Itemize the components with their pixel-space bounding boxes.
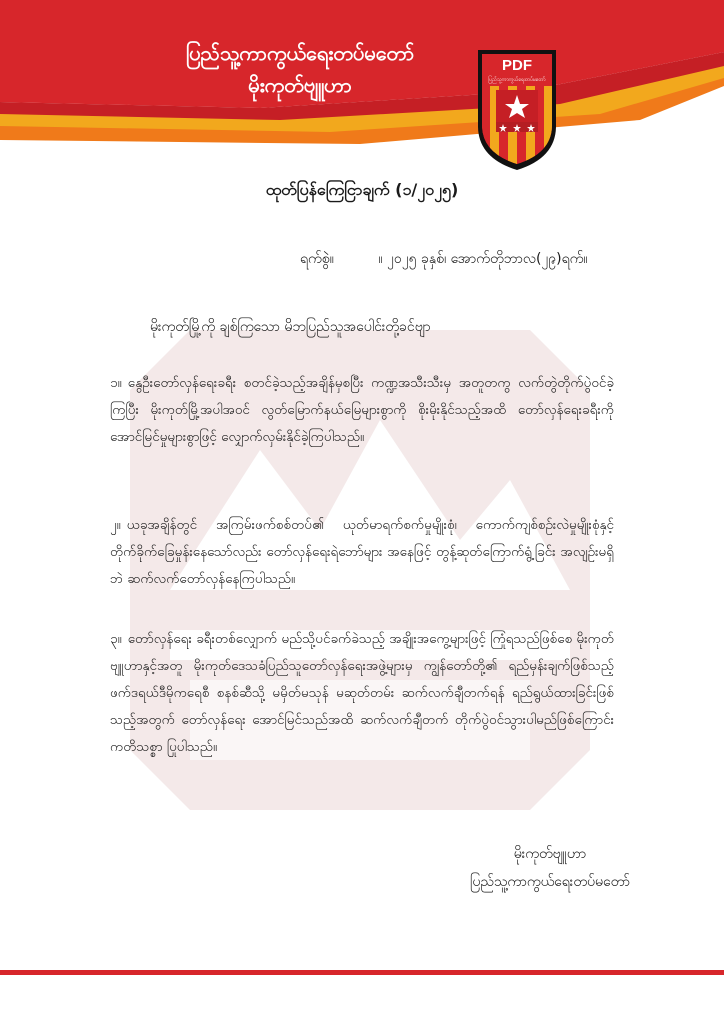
paragraph-number: ၃။ — [110, 631, 122, 647]
paragraph-1 — [110, 370, 614, 451]
org-name-line2: မိုးကုတ်ဗျူဟာ — [248, 73, 352, 97]
emblem-subtitle: ပြည်သူ့ကာကွယ်ရေးတပ်မတော် — [488, 77, 546, 83]
paragraph-3 — [110, 626, 614, 761]
pdf-shield-emblem-icon — [476, 48, 558, 172]
org-name-line1: ပြည်သူ့ကာကွယ်ရေးတပ်မတော် — [185, 41, 415, 65]
signature-line2: ပြည်သူ့ကာကွယ်ရေးတပ်မတော် — [470, 874, 630, 890]
footer-rule — [0, 970, 724, 975]
date-label: ရက်စွဲ။ — [300, 251, 334, 267]
emblem-abbr: PDF — [502, 57, 532, 74]
paragraph-2 — [110, 512, 614, 593]
paragraph-number: ၂။ — [110, 517, 121, 533]
date-line — [300, 248, 588, 270]
paragraph-number: ၁။ — [110, 375, 122, 391]
signature-line1: မိုးကုတ်ဗျူဟာ — [513, 846, 587, 862]
salutation: မိုးကုတ်မြို့ကို ချစ်ကြသော မိဘပြည်သူအပေါင်းတို့ခင်ဗျာ — [150, 319, 431, 335]
paragraph-text: တော်လှန်ရေး ခရီးတစ်လျှောက် မည်သို့ပင်ခက်ခဲသည့် အချိုးအကွေ့များဖြင့် ကြုံရသည်ဖြစ်စေ မိုးကုတ်ဗျူဟာနှင့်အတူ မိုးကုတ်ဒေသခံပြည်သူတော်လှန်ရေးအဖွဲ့များမှ ကျွန်တော်တို့၏ ရည်မှန်းချက်ဖြစ်သည့် ဖက်ဒရယ်ဒီမိုကရေစီ စနစ်ဆီသို့ မမှိတ်မသုန် မဆုတ်တမ်း ဆက်လက်ချီတက်ရန် ရည်ရွယ်ထားခြင်းဖြစ်သည့်အတွက် တော်လှန်ရေး အောင်မြင်သည်အထိ ဆက်လက်ချီတက် တိုက်ပွဲဝင်သွားပါမည်ဖြစ်ကြောင်း ကတိသစ္စာ ပြုပါသည်။ — [110, 631, 614, 755]
document-title: ထုတ်ပြန်ကြေငြာချက် (၁/၂၀၂၅) — [265, 180, 459, 199]
paragraph-text: နွေဦးတော်လှန်ရေးခရီး စတင်ခဲ့သည့်အချိန်မှစပြီး ကဏ္ဍအသီးသီးမှ အတူတကွ လက်တွဲတိုက်ပွဲဝင်ခဲ့ကြပြီး မိုးကုတ်မြို့အပါအဝင် လွတ်မြောက်နယ်မြေများစွာကို စိုးမိုးနိုင်သည့်အထိ တော်လှန်ရေးခရီးကို အောင်မြင်မှုများစွာဖြင့် လျှောက်လှမ်းနိုင်ခဲ့ကြပါသည်။ — [110, 375, 614, 445]
paragraph-text: ယခုအချိန်တွင် အကြမ်းဖက်စစ်တပ်၏ ယုတ်မာရက်စက်မှုမျိုးစုံ၊ ကောက်ကျစ်စဉ်းလဲမှုမျိုးစုံနှင့် တိုက်ခိုက်ခြေမှုန်းနေသော်လည်း တော်လှန်ရေးရဲဘော်များ အနေဖြင့် တွန့်ဆုတ်ကြောက်ရွံ့ခြင်း အလျဉ်းမရှိဘဲ ဆက်လက်တော်လှန်နေကြပါသည်။ — [110, 517, 614, 587]
date-value: ။ ၂၀၂၅ ခုနှစ်၊ အောက်တိုဘာလ(၂၉)ရက်။ — [378, 251, 588, 267]
